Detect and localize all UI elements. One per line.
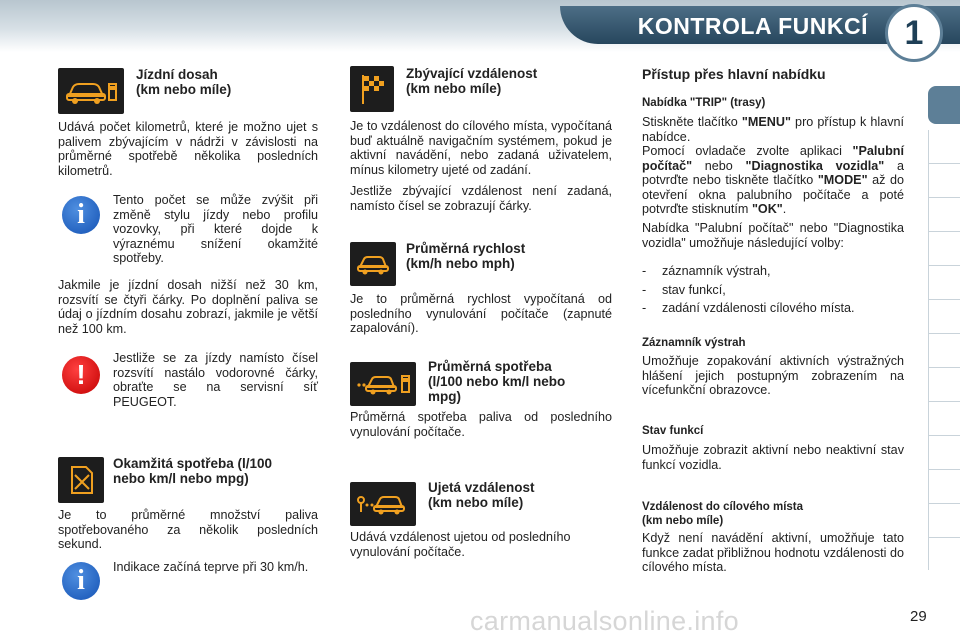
page-title: KONTROLA FUNKCÍ — [637, 13, 868, 39]
average-speed-title: Průměrná rychlost (km/h nebo mph) — [406, 241, 526, 271]
alert-log-subtitle: Záznamník výstrah — [642, 337, 746, 349]
range-text: Udává počet kilometrů, které je možno ujet s palivem zbývajícím v nádrži v závislosti na průměrné spotřebě několika posledních kilometrů. — [58, 120, 318, 178]
watermark: carmanualsonline.info — [470, 606, 739, 636]
car-fuel-consumption-icon — [350, 362, 416, 406]
fuel-can-icon — [58, 457, 104, 503]
chapter-tab — [928, 86, 960, 124]
function-status-subtitle: Stav funkcí — [642, 425, 704, 437]
distance-travelled-title: Ujetá vzdálenost (km nebo míle) — [428, 480, 535, 510]
destination-distance-subtitle: Vzdálenost do cílového místa (km nebo míle) — [642, 501, 804, 527]
list-item: - stav funkcí, — [642, 282, 726, 297]
menu-options-intro: Nabídka "Palubní počítač" nebo "Diagnostika vozidla" umožňuje následující volby: — [642, 221, 904, 250]
destination-distance-text: Když není navádění aktivní, umožňuje tato funkce zadat přibližnou hodnotu vzdálenosti do cílového místa. — [642, 531, 904, 575]
warning-note: Jestliže se za jízdy namísto čísel rozsvítí nastálo vodorovné čárky, obraťte se na servisní síť PEUGEOT. — [113, 351, 318, 409]
average-consumption-title: Průměrná spotřeba (l/100 nebo km/l nebo mpg) — [428, 359, 566, 404]
average-consumption-text: Průměrná spotřeba paliva od posledního vynulování počítače. — [350, 410, 612, 439]
list-item: - zadání vzdálenosti cílového místa. — [642, 301, 855, 316]
average-speed-text: Je to průměrná rychlost vypočítaná od posledního vynulování počítače (zapnuté zapalování). — [350, 292, 612, 336]
alert-log-text: Umožňuje zopakování aktivních výstražných hlášení jejich postupným zobrazením na vícefunkční obrazovce. — [642, 354, 904, 398]
instant-consumption-text: Je to průměrné množství paliva spotřebovaného za několik posledních sekund. — [58, 508, 318, 552]
remaining-distance-title: Zbývající vzdálenost (km nebo míle) — [406, 66, 538, 96]
page-number: 29 — [910, 608, 927, 625]
info-note-2: Indikace začíná teprve při 30 km/h. — [113, 560, 309, 574]
warning-icon: ! — [62, 356, 100, 394]
remaining-distance-text-2: Jestliže zbývající vzdálenost není zadaná, namísto čísel se zobrazují čárky. — [350, 184, 612, 213]
info-icon: i — [62, 196, 100, 234]
car-speed-icon — [350, 242, 396, 286]
info-note-1: Tento počet se může zvýšit při změně stylu jízdy nebo profilu vozovky, při které dojde k výraznému snížení okamžité spotřeby. — [113, 193, 318, 266]
checkered-flag-icon — [350, 66, 394, 112]
menu-instruction-2: Pomocí ovladače zvolte aplikaci "Palubní počítač" nebo "Diagnostika vozidla" a potvrďte nebo tiskněte tlačítko "MODE" až do otevření okna palubního počítače a poté potvrďte stisknutím "OK". — [642, 144, 904, 217]
page-header — [0, 0, 960, 52]
chapter-tab-lines — [928, 130, 960, 570]
car-fuel-pump-icon — [58, 68, 124, 114]
function-status-text: Umožňuje zobrazit aktivní nebo neaktivní stav funkcí vozidla. — [642, 443, 904, 472]
range-text-2: Jakmile je jízdní dosah nižší než 30 km, rozsvítí se čtyři čárky. Po doplnění paliva se údaj o jízdním dosahu zobrazí, jakmile je větší než 100 km. — [58, 278, 318, 336]
menu-options-list — [642, 264, 904, 316]
range-title: Jízdní dosah (km nebo míle) — [136, 67, 232, 97]
menu-instruction-1: Stiskněte tlačítko "MENU" pro přístup k hlavní nabídce. — [642, 115, 904, 144]
car-distance-icon — [350, 482, 416, 526]
remaining-distance-text: Je to vzdálenost do cílového místa, vypočítaná buď aktuálně navigačním systémem, pokud je aktivní navádění, nebo zadaná uživatelem, mínus kilometry ujeté od zadání. — [350, 119, 612, 177]
chapter-number: 1 — [885, 4, 943, 62]
trip-menu-subtitle: Nabídka "TRIP" (trasy) — [642, 97, 766, 109]
main-menu-title: Přístup přes hlavní nabídku — [642, 66, 826, 82]
instant-consumption-title: Okamžitá spotřeba (l/100 nebo km/l nebo mpg) — [113, 456, 273, 486]
info-icon: i — [62, 562, 100, 600]
distance-travelled-text: Udává vzdálenost ujetou od posledního vynulování počítače. — [350, 530, 571, 559]
list-item: - záznamník výstrah, — [642, 264, 771, 278]
